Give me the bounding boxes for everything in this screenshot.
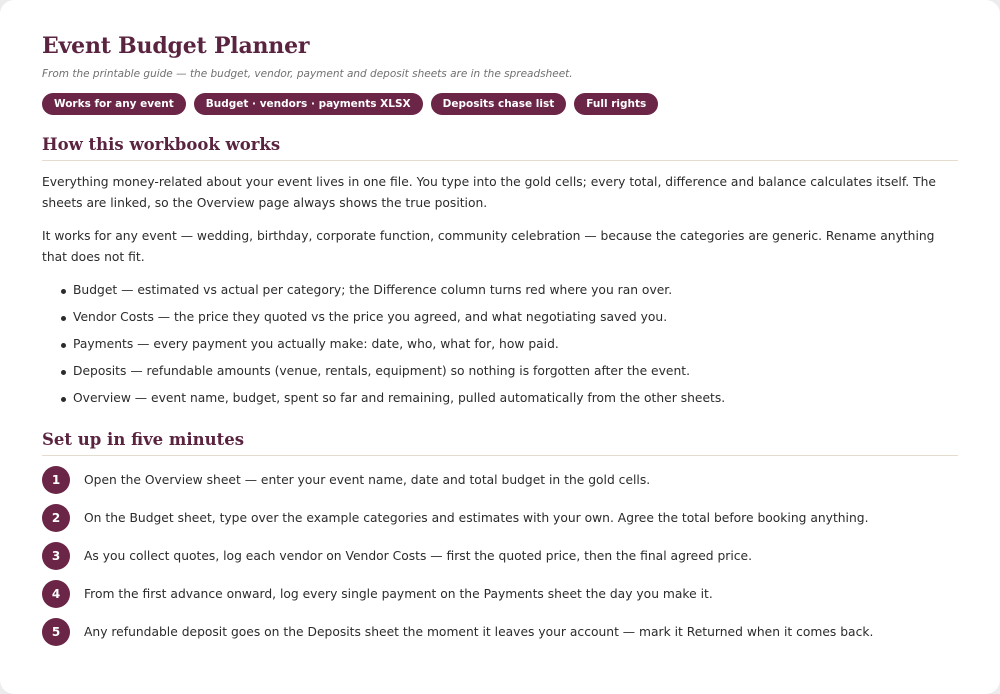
list-item-text: Deposits — refundable amounts (venue, rentals, equipment) so nothing is forgotten after the event.	[73, 364, 690, 378]
step-text: Open the Overview sheet — enter your event name, date and total budget in the gold cells.	[84, 473, 651, 487]
list-item	[42, 307, 958, 334]
sheet-list	[42, 280, 958, 415]
tag-deposits: Deposits chase list	[431, 93, 567, 115]
bullet-icon	[61, 370, 66, 375]
section-heading-how: How this workbook works	[42, 135, 958, 161]
step-number-badge: 1	[42, 466, 70, 494]
step-text: On the Budget sheet, type over the example categories and estimates with your own. Agree the total before booking anything.	[84, 511, 869, 525]
step-item	[42, 466, 958, 504]
bullet-icon	[61, 397, 66, 402]
list-item	[42, 280, 958, 307]
step-number-badge: 4	[42, 580, 70, 608]
tag-any-event: Works for any event	[42, 93, 186, 115]
bullet-icon	[61, 289, 66, 294]
tag-list	[42, 93, 658, 115]
step-number-badge: 3	[42, 542, 70, 570]
setup-steps	[42, 466, 958, 656]
step-text: Any refundable deposit goes on the Deposits sheet the moment it leaves your account — mark it Returned when it comes back.	[84, 625, 874, 639]
list-item-text: Payments — every payment you actually make: date, who, what for, how paid.	[73, 337, 559, 351]
step-item	[42, 504, 958, 542]
list-item-text: Overview — event name, budget, spent so far and remaining, pulled automatically from the other sheets.	[73, 391, 726, 405]
step-text: From the first advance onward, log every single payment on the Payments sheet the day you make it.	[84, 587, 713, 601]
section-heading-setup: Set up in five minutes	[42, 430, 958, 456]
page-subtitle: From the printable guide — the budget, vendor, payment and deposit sheets are in the spreadsheet.	[42, 68, 573, 80]
page-title: Event Budget Planner	[42, 33, 310, 59]
any-event-paragraph: It works for any event — wedding, birthday, corporate function, community celebration — because the categories are generic. Rename anything that does not fit.	[42, 229, 935, 264]
step-item	[42, 618, 958, 656]
bullet-icon	[61, 343, 66, 348]
bullet-icon	[61, 316, 66, 321]
tag-xlsx: Budget · vendors · payments XLSX	[194, 93, 423, 115]
list-item-text: Vendor Costs — the price they quoted vs the price you agreed, and what negotiating saved you.	[73, 310, 668, 324]
list-item	[42, 388, 958, 415]
step-item	[42, 542, 958, 580]
step-item	[42, 580, 958, 618]
step-number-badge: 5	[42, 618, 70, 646]
step-text: As you collect quotes, log each vendor on Vendor Costs — first the quoted price, then the final agreed price.	[84, 549, 753, 563]
step-number-badge: 2	[42, 504, 70, 532]
list-item	[42, 334, 958, 361]
intro-paragraph: Everything money-related about your event lives in one file. You type into the gold cells; every total, difference and balance calculates itself. The sheets are linked, so the Overview page always shows the true position.	[42, 175, 936, 210]
list-item-text: Budget — estimated vs actual per category; the Difference column turns red where you ran over.	[73, 283, 673, 297]
list-item	[42, 361, 958, 388]
tag-full-rights: Full rights	[574, 93, 658, 115]
